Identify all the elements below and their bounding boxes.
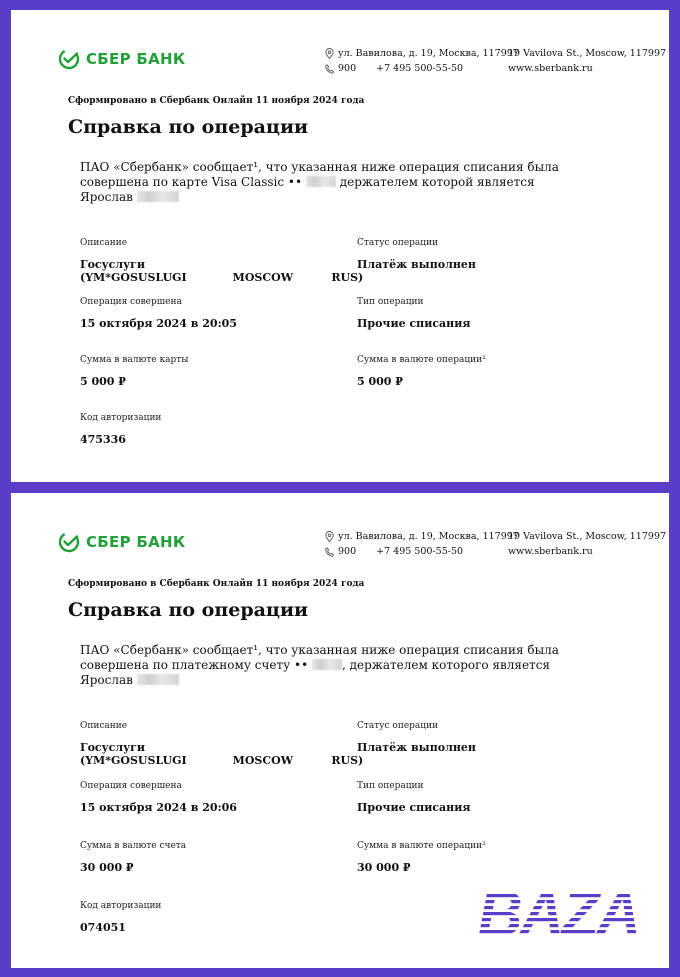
- date-label: Операция совершена: [80, 297, 182, 307]
- paragraph-line-3: [80, 190, 480, 205]
- statement-paragraph: [80, 643, 559, 688]
- sber-logo: [58, 48, 185, 70]
- paragraph-line-2: [80, 175, 535, 190]
- type-value: Прочие списания: [357, 801, 471, 814]
- date-value: 15 октября 2024 в 20:06: [80, 801, 237, 814]
- auth-code-value: 475336: [80, 433, 126, 446]
- amount-label: Сумма в валюте карты: [80, 355, 189, 365]
- address-en: 19 Vavilova St., Moscow, 117997: [508, 48, 667, 59]
- type-label: Тип операции: [357, 297, 424, 307]
- paragraph-line-2-end: , держателем которого является: [342, 658, 550, 672]
- formed-date: Сформировано в Сбербанк Онлайн 11 ноября 2024 года: [68, 96, 365, 106]
- description-label: Описание: [80, 721, 128, 731]
- paragraph-line-2-end: держателем которой является: [339, 175, 535, 189]
- phone-short[interactable]: 900: [338, 63, 357, 74]
- status-value: Платёж выполнен: [357, 741, 476, 754]
- location-pin-icon: [325, 531, 334, 542]
- baza-logo-text: BAZA: [477, 888, 639, 940]
- type-label: Тип операции: [357, 781, 424, 791]
- contacts-ru: [325, 529, 519, 559]
- holder-first-name: Ярослав: [80, 673, 133, 687]
- phone-long[interactable]: +7 495 500-55-50: [376, 546, 464, 557]
- description-line-1: Госуслуги: [80, 258, 146, 271]
- contacts-en: [508, 46, 666, 76]
- website-link[interactable]: www.sberbank.ru: [508, 63, 593, 74]
- contacts-en: [508, 529, 666, 559]
- address-ru: ул. Вавилова, д. 19, Москва, 117997: [338, 48, 519, 59]
- contacts-ru: [325, 46, 519, 76]
- date-value: 15 октября 2024 в 20:05: [80, 317, 237, 330]
- website-link[interactable]: www.sberbank.ru: [508, 546, 593, 557]
- document-title: Справка по операции: [68, 116, 309, 138]
- sber-logo: [58, 531, 185, 553]
- address-en: 19 Vavilova St., Moscow, 117997: [508, 531, 667, 542]
- status-value: Платёж выполнен: [357, 258, 476, 271]
- date-label: Операция совершена: [80, 781, 182, 791]
- type-value: Прочие списания: [357, 317, 471, 330]
- sber-logo-icon: [58, 531, 80, 553]
- description-line-1: Госуслуги: [80, 741, 146, 754]
- formed-date: Сформировано в Сбербанк Онлайн 11 ноября 2024 года: [68, 579, 365, 589]
- sber-logo-icon: [58, 48, 80, 70]
- redacted-holder-name: [137, 674, 179, 685]
- description-line-2: (YM*GOSUSLUGI MOSCOW RUS): [80, 271, 364, 284]
- baza-logo-icon: [463, 888, 653, 940]
- auth-code-value: 074051: [80, 921, 126, 934]
- statement-paragraph: [80, 160, 559, 205]
- paragraph-line-3: [80, 673, 480, 688]
- amount-label: Сумма в валюте счета: [80, 841, 187, 851]
- amount-value: 5 000 ₽: [80, 375, 126, 388]
- address-ru: ул. Вавилова, д. 19, Москва, 117997: [338, 531, 519, 542]
- location-pin-icon: [325, 48, 334, 59]
- auth-code-label: Код авторизации: [80, 901, 162, 911]
- description-label: Описание: [80, 238, 128, 248]
- status-label: Статус операции: [357, 238, 439, 248]
- paragraph-line-1: ПАО «Сбербанк» сообщает¹, что указанная ниже операция списания была: [80, 643, 559, 657]
- phone-icon: [325, 64, 334, 74]
- amount-value: 30 000 ₽: [80, 861, 134, 874]
- paragraph-line-2-start: совершена по платежному счету ••: [80, 658, 309, 672]
- paragraph-line-1: ПАО «Сбербанк» сообщает¹, что указанная ниже операция списания была: [80, 160, 559, 174]
- holder-first-name: Ярослав: [80, 190, 133, 204]
- amount-operation-label: Сумма в валюте операции²: [357, 355, 486, 365]
- brand-name: СБЕР БАНК: [86, 533, 186, 551]
- brand-name: СБЕР БАНК: [86, 50, 186, 68]
- paragraph-line-2: [80, 658, 550, 673]
- phone-long[interactable]: +7 495 500-55-50: [376, 63, 464, 74]
- phone-icon: [325, 547, 334, 557]
- baza-watermark-logo: [463, 888, 653, 944]
- status-label: Статус операции: [357, 721, 439, 731]
- receipt-document-1: [11, 10, 669, 482]
- redacted-holder-name: [137, 191, 179, 202]
- redacted-card-digits: [306, 176, 336, 187]
- auth-code-label: Код авторизации: [80, 413, 162, 423]
- redacted-account-digits: [312, 659, 342, 670]
- description-line-2: (YM*GOSUSLUGI MOSCOW RUS): [80, 754, 364, 767]
- amount-operation-label: Сумма в валюте операции²: [357, 841, 486, 851]
- amount-operation-value: 5 000 ₽: [357, 375, 403, 388]
- document-title: Справка по операции: [68, 599, 309, 621]
- paragraph-line-2-start: совершена по карте Visa Classic ••: [80, 175, 303, 189]
- phone-short[interactable]: 900: [338, 546, 357, 557]
- amount-operation-value: 30 000 ₽: [357, 861, 411, 874]
